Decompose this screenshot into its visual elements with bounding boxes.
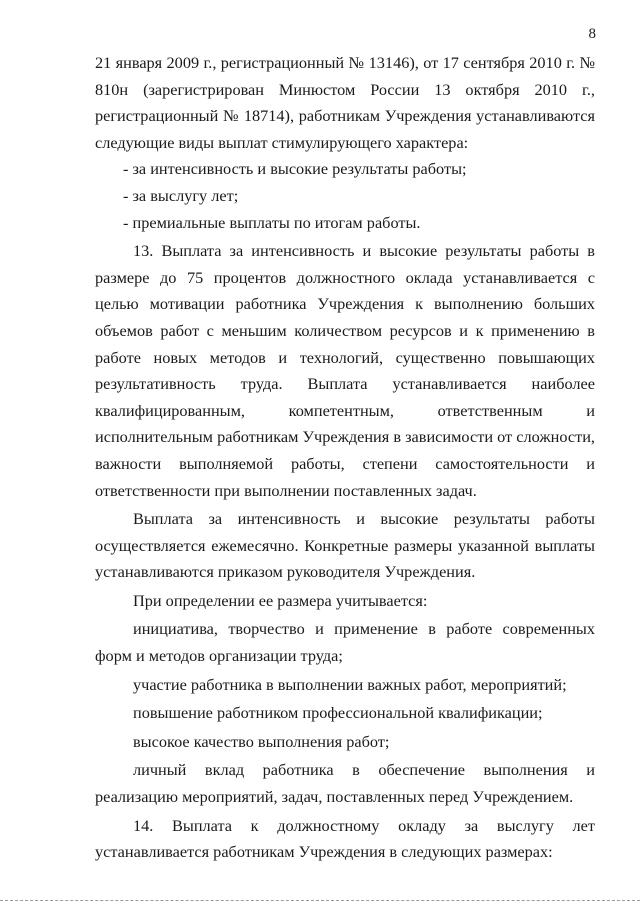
page-number: 8 <box>588 26 596 42</box>
criteria-item: инициатива, творчество и применение в работе современных форм и методов организации труда; <box>95 619 595 666</box>
criteria-item: высокое качество выполнения работ; <box>133 731 390 751</box>
paragraph-intro: 21 января 2009 г., регистрационный № 13146), от 17 сентября 2010 г. № 810н (зарегистрирован Минюстом России 13 октября 2010 г., регистрационный № 18714), работникам Учреждения устанавливаются следующие виды выплат стимулирующего характера: <box>95 53 595 152</box>
page-bottom-edge <box>0 900 640 905</box>
list-item: - премиальные выплаты по итогам работы. <box>123 212 421 232</box>
paragraph: Выплата за интенсивность и высокие результаты работы осуществляется ежемесячно. Конкретные размеры указанной выплаты устанавливаются приказом руководителя Учреждения. <box>95 509 595 582</box>
criteria-item: повышение работником профессиональной квалификации; <box>133 703 543 723</box>
criteria-item: личный вклад работника в обеспечение выполнения и реализацию мероприятий, задач, поставленных перед Учреждением. <box>95 760 595 807</box>
list-item: - за выслугу лет; <box>123 185 239 205</box>
document-body <box>95 50 595 866</box>
criteria-item: участие работника в выполнении важных работ, мероприятий; <box>133 674 567 694</box>
list-item: - за интенсивность и высокие результаты работы; <box>123 159 467 179</box>
paragraph: При определении ее размера учитывается: <box>133 590 428 610</box>
paragraph-clause-13: 13. Выплата за интенсивность и высокие результаты работы в размере до 75 процентов должностного оклада устанавливается с целью мотивации работника Учреждения к выполнению больших объемов работ с меньшим количеством ресурсов и к применению в работе новых методов и технологий, существенно повышающих результативность труда. Выплата устанавливается наиболее квалифицированным, компетентным, ответственным и исполнительным работникам Учреждения в зависимости от сложности, важности выполняемой работы, степени самостоятельности и ответственности при выполнении поставленных задач. <box>95 241 595 500</box>
paragraph-clause-14: 14. Выплата к должностному окладу за выслугу лет устанавливается работникам Учреждения в следующих размерах: <box>95 815 595 862</box>
